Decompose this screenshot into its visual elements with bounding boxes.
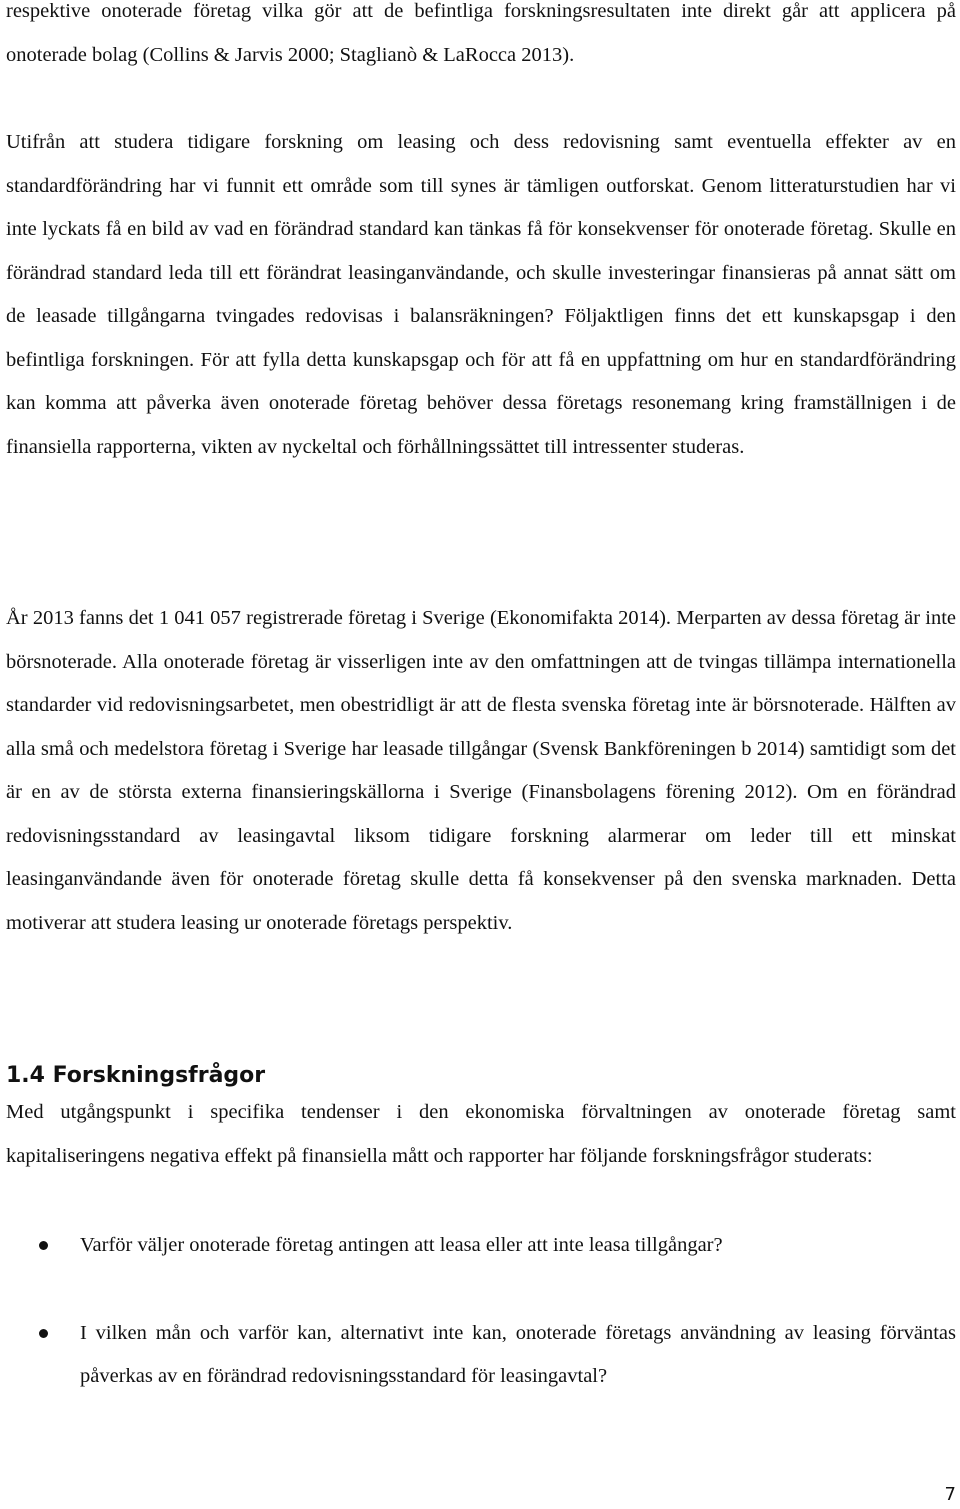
research-questions-list — [6, 1224, 956, 1399]
bullet-icon — [39, 1241, 48, 1250]
research-question-1: Varför väljer onoterade företag antingen att leasa eller att inte leasa tillgångar? — [80, 1234, 723, 1256]
section-heading: 1.4 Forskningsfrågor — [6, 1063, 266, 1088]
bullet-icon — [39, 1329, 48, 1338]
research-question-2: I vilken mån och varför kan, alternativt inte kan, onoterade företags användning av leasing förväntas påverkas av en förändrad redovisningsstandard för leasingavtal? — [80, 1321, 956, 1387]
page-number: 7 — [944, 1484, 956, 1505]
paragraph-swedish-companies: År 2013 fanns det 1 041 057 registrerade företag i Sverige (Ekonomifakta 2014). Merparten av dessa företag är inte börsnoterade. Alla onoterade företag är visserligen inte av den omfattningen att de tvingas tillämpa internationella standarder vid redovisningsarbetet, men obestridligt är att de flesta svenska företag inte är börsnoterade. Hälften av alla små och medelstora företag i Sverige har leasade tillgångar (Svensk Bankföreningen b 2014) samtidigt som det är en av de största externa finansieringskällorna i Sverige (Finansbolagens förening 2012). Om en förändrad redovisningsstandard av leasingavtal liksom tidigare forskning alarmerar om leder till ett minskat leasinganvändande även för onoterade företag skulle detta få konsekvenser på den svenska marknaden. Detta motiverar att studera leasing ur onoterade företags perspektiv. — [6, 607, 956, 934]
list-item — [6, 1224, 956, 1268]
paragraph-research-gap: Utifrån att studera tidigare forskning om leasing och dess redovisning samt eventuella effekter av en standardförändring har vi funnit ett område som till synes är tämligen outforskat. Genom litteraturstudien har vi inte lyckats få en bild av vad en förändrad standard kan tänkas få för konsekvenser för onoterade företag. Skulle en förändrad standard leda till ett förändrat leasinganvändande, och skulle investeringar finansieras på annat sätt om de leasade tillgångarna tvingades redovisas i balansräkningen? Följaktligen finns det ett kunskapsgap i den befintliga forskningen. För att fylla detta kunskapsgap och för att få en uppfattning om hur en standardförändring kan komma att påverka även onoterade företag behöver dessa företags resonemang kring framställnigen i de finansiella rapporterna, vikten av nyckeltal och förhållningssättet till intressenter studeras. — [6, 131, 956, 458]
paragraph-intro-continuation: respektive onoterade företag vilka gör att de befintliga forskningsresultaten inte direkt går att applicera på onoterade bolag (Collins & Jarvis 2000; Staglianò & LaRocca 2013). — [6, 0, 956, 66]
list-item — [6, 1312, 956, 1399]
paragraph-research-questions-intro: Med utgångspunkt i specifika tendenser i den ekonomiska förvaltningen av onoterade företag samt kapitaliseringens negativa effekt på finansiella mått och rapporter har följande forskningsfrågor studerats: — [6, 1101, 956, 1167]
